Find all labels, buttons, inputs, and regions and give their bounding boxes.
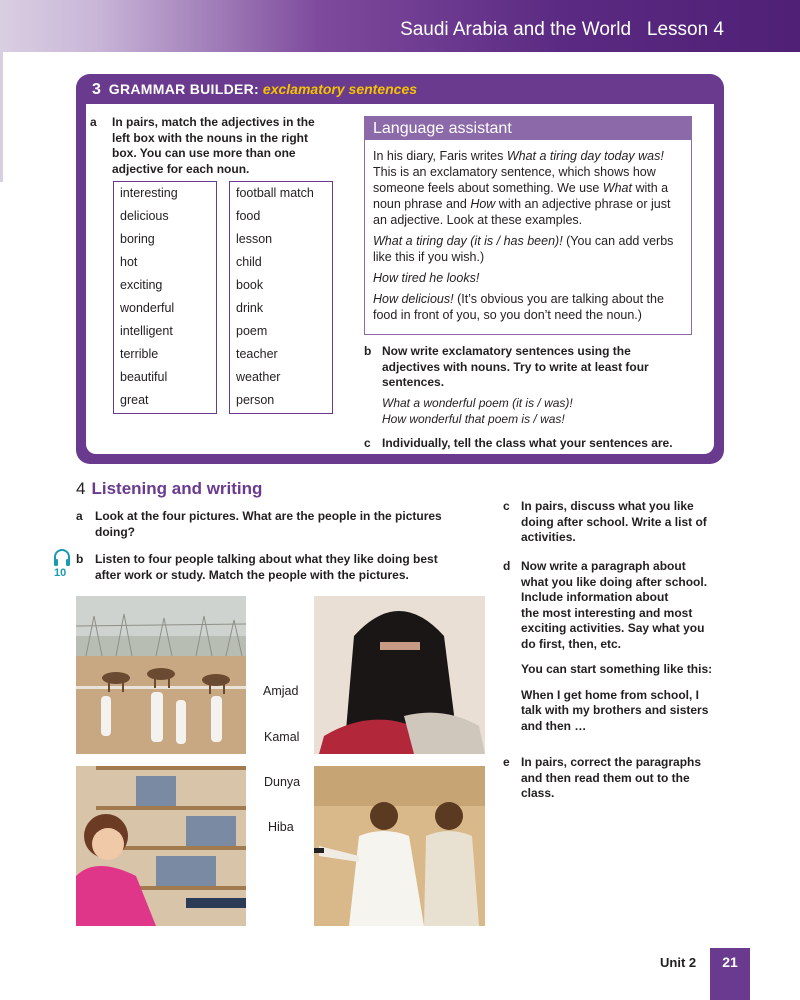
language-assistant-title: Language assistant bbox=[365, 117, 691, 140]
item-b-line: Now write exclamatory sentences using the bbox=[382, 344, 631, 358]
language-assistant-body bbox=[373, 148, 685, 328]
footer-unit: Unit 2 bbox=[660, 955, 697, 970]
noun-item: lesson bbox=[236, 232, 273, 246]
item-b-line: sentences. bbox=[382, 375, 445, 389]
item-b-example: How wonderful that poem is / was! bbox=[382, 411, 565, 426]
adjective-item: interesting bbox=[120, 186, 178, 200]
s4-item-b-line: Listen to four people talking about what they like doing best bbox=[95, 552, 438, 566]
assistant-example: How delicious! (It’s obvious you are talking about the food in front of you, so you don’t need the noun.) bbox=[373, 292, 664, 322]
assistant-paragraph: In his diary, Faris writes What a tiring day today was! This is an exclamatory sentence, which shows how someone feels about something. We use What with a noun phrase and How with an adjective phrase or just an adjective. Look at these examples. bbox=[373, 149, 671, 227]
assistant-example: What a tiring day (it is / has been)! (You can add verbs like this if you wish.) bbox=[373, 234, 674, 264]
section-number: 3 bbox=[92, 81, 101, 98]
s4-item-d-line: Now write a paragraph about bbox=[521, 559, 686, 573]
s4-item-d-line: do first, then, etc. bbox=[521, 636, 622, 651]
s4-item-c-line: activities. bbox=[521, 530, 576, 544]
adjective-item: hot bbox=[120, 255, 138, 269]
s4-item-a-line: Look at the four pictures. What are the people in the pictures bbox=[95, 509, 442, 523]
adjective-item: exciting bbox=[120, 278, 163, 292]
section-4-number: 4 bbox=[76, 479, 86, 498]
adjectives-box bbox=[113, 181, 217, 414]
adjective-item: terrible bbox=[120, 347, 159, 361]
item-a-line: adjective for each noun. bbox=[112, 161, 250, 176]
s4-item-c-letter: c bbox=[503, 499, 510, 513]
adjective-item: beautiful bbox=[120, 370, 168, 384]
noun-item: food bbox=[236, 209, 261, 223]
photo-woman-sewing bbox=[314, 596, 485, 754]
name-item: Amjad bbox=[263, 684, 299, 698]
s4-item-d-line: what you like doing after school. bbox=[521, 574, 708, 589]
grammar-builder-title bbox=[92, 81, 417, 99]
s4-item-b-line: after work or study. Match the people with the pictures. bbox=[95, 567, 409, 582]
s4-item-d-letter: d bbox=[503, 559, 511, 573]
s4-item-b-letter: b bbox=[76, 552, 84, 566]
item-b-example: What a wonderful poem (it is / was)! bbox=[382, 396, 573, 410]
item-b-line: adjectives with nouns. Try to write at least four bbox=[382, 359, 649, 374]
s4-item-d-line: Include information about bbox=[521, 590, 669, 604]
name-item: Dunya bbox=[264, 775, 301, 789]
noun-item: weather bbox=[236, 370, 281, 384]
s4-item-e-line: In pairs, correct the paragraphs bbox=[521, 755, 702, 769]
item-b-text bbox=[382, 344, 702, 391]
s4-item-c-line: doing after school. Write a list of bbox=[521, 514, 707, 529]
item-a-line: In pairs, match the adjectives in the bbox=[112, 115, 315, 129]
noun-item: football match bbox=[236, 186, 314, 200]
item-b-examples bbox=[382, 396, 573, 427]
s4-item-c-line: In pairs, discuss what you like bbox=[521, 499, 694, 513]
s4-item-a-line: doing? bbox=[95, 524, 135, 539]
photo-men-watching bbox=[314, 766, 485, 926]
photo-girl-computer bbox=[76, 766, 246, 926]
language-assistant-box bbox=[364, 116, 692, 335]
name-item: Hiba bbox=[268, 820, 294, 834]
name-item: Kamal bbox=[264, 730, 300, 744]
s4-item-d-line: the most interesting and most bbox=[521, 605, 693, 620]
noun-item: book bbox=[236, 278, 264, 292]
s4-item-b-text bbox=[95, 552, 475, 583]
left-rule bbox=[0, 52, 3, 182]
s4-item-c-text bbox=[521, 499, 731, 546]
noun-item: person bbox=[236, 393, 275, 407]
adjective-item: great bbox=[120, 393, 149, 407]
page-header bbox=[0, 0, 800, 52]
header-text bbox=[400, 19, 724, 41]
noun-item: teacher bbox=[236, 347, 278, 361]
noun-item: child bbox=[236, 255, 262, 269]
assistant-example: How tired he looks! bbox=[373, 271, 480, 285]
adjective-item: boring bbox=[120, 232, 155, 246]
s4-item-d-example: and then … bbox=[521, 718, 587, 733]
photo-camel-race bbox=[76, 596, 246, 754]
item-a-line: box. You can use more than one bbox=[112, 146, 296, 160]
s4-item-d-start: You can start something like this: bbox=[521, 662, 713, 676]
section-4-heading: Listening and writing bbox=[91, 479, 263, 498]
headphones-icon[interactable] bbox=[52, 548, 72, 568]
noun-item: drink bbox=[236, 301, 264, 315]
page-number: 21 bbox=[710, 948, 750, 1000]
header-lesson: Lesson 4 bbox=[646, 19, 724, 40]
audio-track-number: 10 bbox=[54, 567, 67, 579]
s4-item-a-text bbox=[95, 509, 475, 540]
s4-item-d-example: When I get home from school, I bbox=[521, 687, 700, 702]
adjective-item: intelligent bbox=[120, 324, 173, 338]
nouns-box bbox=[229, 181, 333, 414]
adjective-item: wonderful bbox=[120, 301, 175, 315]
s4-item-e-letter: e bbox=[503, 755, 510, 769]
item-a-line: left box with the nouns in the right bbox=[112, 130, 308, 145]
item-c-text: Individually, tell the class what your sentences are. bbox=[382, 436, 673, 450]
header-title: Saudi Arabia and the World bbox=[400, 19, 632, 40]
noun-item: poem bbox=[236, 324, 268, 338]
s4-item-d-line: exciting activities. Say what you bbox=[521, 621, 705, 635]
s4-item-e-line: class. bbox=[521, 786, 555, 800]
adjective-item: delicious bbox=[120, 209, 169, 223]
grammar-caption: GRAMMAR BUILDER: bbox=[108, 81, 260, 97]
s4-item-e-line: and then read them out to the bbox=[521, 770, 690, 785]
s4-item-d-text bbox=[521, 559, 731, 734]
s4-item-a-letter: a bbox=[76, 509, 83, 523]
item-b-letter: b bbox=[364, 344, 372, 358]
item-a-text bbox=[112, 115, 352, 177]
s4-item-e-text bbox=[521, 755, 731, 802]
grammar-subtitle: exclamatory sentences bbox=[262, 81, 418, 97]
section-4-title bbox=[76, 479, 262, 499]
item-a-letter: a bbox=[90, 115, 97, 129]
item-c-letter: c bbox=[364, 436, 371, 450]
s4-item-d-example: talk with my brothers and sisters bbox=[521, 703, 709, 717]
